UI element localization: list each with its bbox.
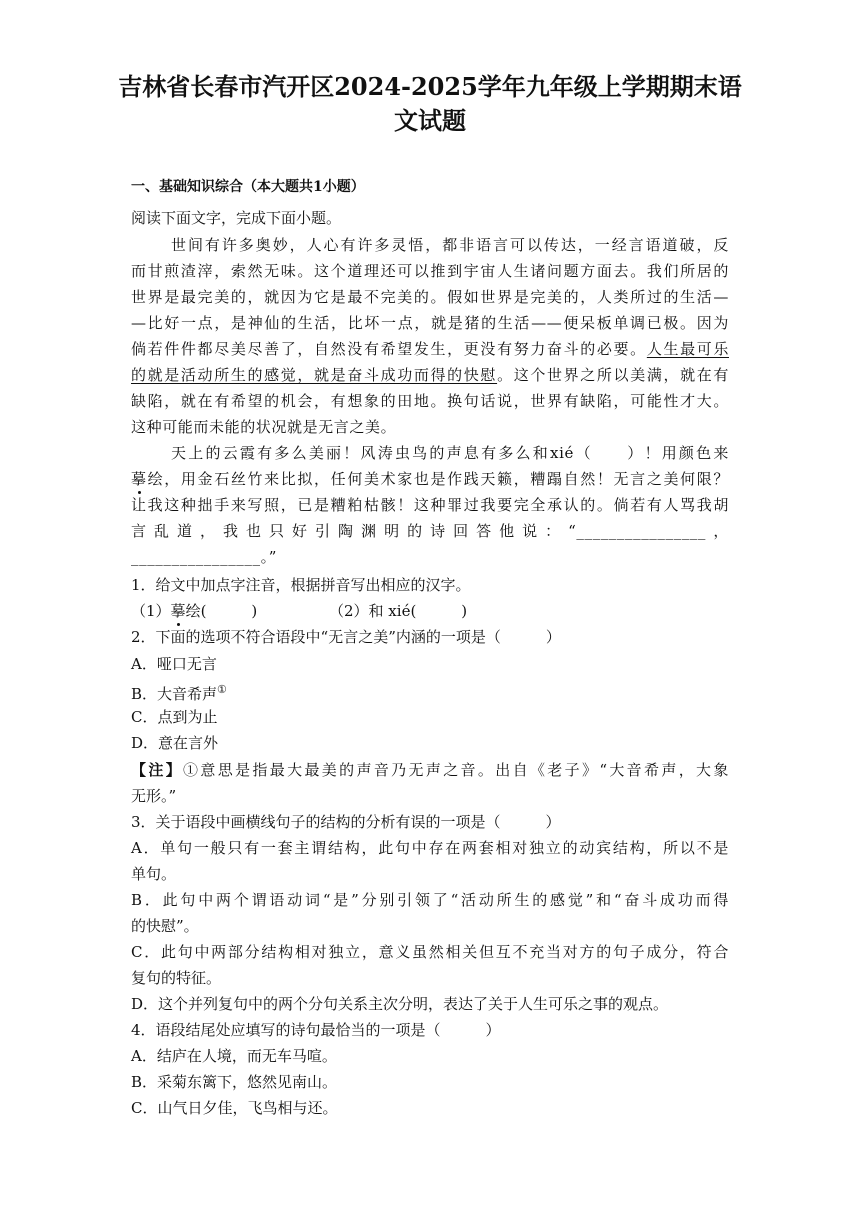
footnote-marker: ①: [217, 683, 227, 696]
q1-item-b: （2）和 xié( ): [329, 602, 468, 620]
q2-option-c: C．点到为止: [131, 708, 218, 726]
passage-line: [131, 365, 729, 385]
passage-line: 天上的云霞有多么美丽！风涛虫鸟的声息有多么和xié（ ）！用颜色来: [171, 444, 729, 462]
title-line-2: 文试题: [394, 106, 466, 135]
q3-option-a: A．单句一般只有一套主谓结构，此句中存在两套相对独立的动宾结构，所以不是: [131, 839, 729, 857]
passage-line: —比好一点，是神仙的生活，比坏一点，就是猪的生活——便呆板单调已极。因为: [131, 314, 729, 332]
q4-option-b: B．采菊东篱下，悠然见南山。: [131, 1073, 338, 1091]
question-3: 3．关于语段中画横线句子的结构的分析有误的一项是（ ）: [131, 813, 561, 831]
dotted-char: 摹: [131, 470, 148, 488]
passage-line: 让我这种拙手来写照，已是糟粕枯骸！这种罪过我要完全承认的。倘若有人骂我胡: [131, 496, 729, 514]
q3-option-d: D．这个并列复句中的两个分句关系主次分明，表达了关于人生可乐之事的观点。: [131, 995, 669, 1013]
underlined-sentence-part-2: 的就是活动所生的感觉，就是奋斗成功而得的快慰: [131, 366, 498, 384]
passage-line: ________________。”: [131, 548, 277, 566]
q2-option-b: [131, 680, 731, 704]
note-label: 【注】: [131, 761, 184, 779]
q3-option-b-cont: 的快慰”。: [131, 917, 199, 935]
q4-option-a: A．结庐在人境，而无车马喧。: [131, 1047, 337, 1065]
instruction-text: 阅读下面文字，完成下面小题。: [131, 209, 342, 227]
q3-option-a-cont: 单句。: [131, 865, 177, 883]
q2-option-b-text: B．大音希声: [131, 685, 218, 703]
question-4: 4．语段结尾处应填写的诗句最恰当的一项是（ ）: [131, 1021, 501, 1039]
document-title: [110, 70, 750, 138]
section-heading: 一、基础知识综合（本大题共1小题）: [131, 179, 365, 195]
passage-line: [131, 469, 729, 489]
passage-line: 世界是最完美的，就因为它是最不完美的。假如世界是完美的，人类所过的生活—: [131, 288, 729, 306]
q2-option-d: D．意在言外: [131, 734, 219, 752]
passage-segment: 绘，用金石丝竹来比拟，任何美术家也是作践天籁，糟蹋自然！无言之美何限？: [147, 470, 729, 488]
title-line-1: 吉林省长春市汽开区2024-2025学年九年级上学期期末语: [118, 72, 742, 101]
question-1-items: [131, 601, 731, 621]
note-line: [131, 760, 729, 780]
passage-segment: 。这个世界之所以美满，就在有: [497, 366, 729, 384]
q3-option-b: B．此句中两个谓语动词“是”分别引领了“活动所生的感觉”和“奋斗成功而得: [131, 891, 729, 909]
dotted-char: 摹: [170, 602, 186, 620]
passage-segment: 倘若件件都尽美尽善了，自然没有希望发生，更没有努力奋斗的必要。: [131, 340, 647, 358]
passage-line: 缺陷，就在有希望的机会，有想象的田地。换句话说，世界有缺陷，可能性才大。: [131, 392, 729, 410]
underlined-sentence-part-1: 人生最可乐: [646, 340, 729, 358]
q4-option-c: C．山气日夕佳，飞鸟相与还。: [131, 1099, 338, 1117]
question-1: 1．给文中加点字注音，根据拼音写出相应的汉字。: [131, 576, 471, 594]
question-2: 2．下面的选项不符合语段中“无言之美”内涵的一项是（ ）: [131, 628, 561, 646]
q1-item-a: 绘( ): [185, 602, 258, 620]
q3-option-c-cont: 复句的特征。: [131, 969, 222, 987]
passage-line: [131, 339, 729, 359]
note-line: 无形。”: [131, 787, 177, 805]
q3-option-c: C．此句中两部分结构相对独立，意义虽然相关但互不充当对方的句子成分，符合: [131, 943, 729, 961]
note-text: ①意思是指最大最美的声音乃无声之音。出自《老子》“大音希声，大象: [183, 761, 729, 779]
q2-option-a: A．哑口无言: [131, 655, 217, 673]
passage-line: 世间有许多奥妙，人心有许多灵悟，都非语言可以传达，一经言语道破，反: [171, 236, 729, 254]
passage-line: 言乱道，我也只好引陶渊明的诗回答他说：“________________，: [131, 522, 729, 540]
passage-line: 这种可能而未能的状况就是无言之美。: [131, 418, 397, 436]
q1-item-a-prefix: （1）: [131, 602, 171, 620]
passage-line: 而甘煎渣滓，索然无味。这个道理还可以推到宇宙人生诸问题方面去。我们所居的: [131, 262, 729, 280]
